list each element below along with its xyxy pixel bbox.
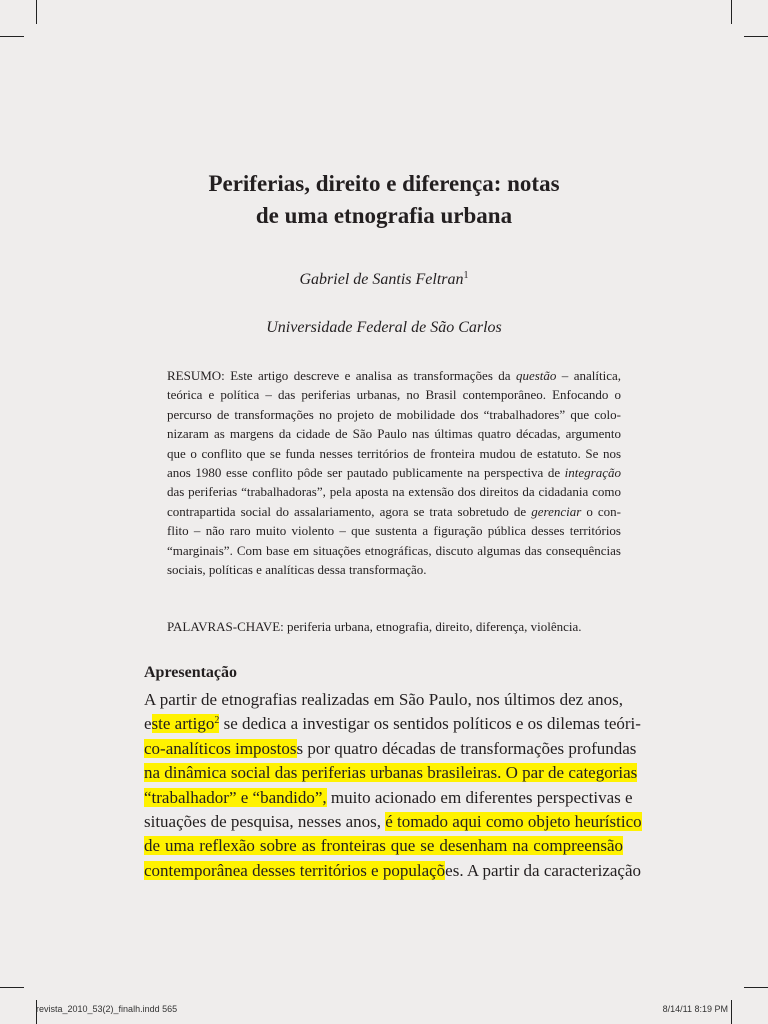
crop-mark: [744, 987, 768, 988]
abstract-text: “marginais”. Com base em situações etnográficas, discuto algumas das consequências: [167, 542, 621, 558]
abstract-italic-term: gerenciar: [531, 503, 582, 519]
abstract-text: percurso de transformações no projeto de mobilidade dos “trabalhadores” que colo-: [167, 406, 621, 422]
crop-mark: [744, 36, 768, 37]
article-title: [0, 168, 768, 232]
abstract-text: RESUMO: Este artigo descreve e analisa as transformações da: [167, 368, 516, 383]
crop-mark: [731, 1000, 732, 1024]
highlighted-text: co-analíticos impostos: [144, 738, 297, 758]
keywords: PALAVRAS-CHAVE: periferia urbana, etnografia, direito, diferença, violência.: [167, 619, 582, 634]
body-text: es. A partir da caracterização: [445, 860, 642, 880]
body-line: [144, 761, 638, 785]
abstract-line: [167, 444, 621, 463]
body-line: [144, 688, 623, 712]
abstract-line: [167, 385, 621, 404]
abstract-text: o con-: [581, 503, 621, 519]
abstract-line: [167, 541, 621, 560]
affiliation: Universidade Federal de São Carlos: [266, 319, 502, 336]
body-text: muito acionado em diferentes perspectivas e: [326, 787, 633, 807]
abstract-text: das periferias “trabalhadoras”, pela aposta na extensão dos direitos da cidadania como: [167, 484, 621, 500]
body-line: [144, 737, 637, 761]
abstract-line: [167, 482, 621, 501]
abstract-line: [167, 463, 621, 482]
article-title-line-2: de uma etnografia urbana: [255, 203, 513, 228]
abstract-text: flito – não raro muito violento – que sustenta a figuração pública desses territórios: [167, 523, 621, 539]
abstract-line: [167, 366, 621, 385]
body-line: [144, 810, 642, 834]
body-line: [144, 859, 642, 883]
abstract-text: teórica e política – das periferias urbanas, no Brasil contemporâneo. Enfocando o: [167, 387, 621, 403]
slug-file: revista_2010_53(2)_finalh.indd 565: [36, 1004, 178, 1014]
abstract-line: [167, 405, 621, 424]
slug-date: 8/14/11 8:19 PM: [662, 1004, 728, 1014]
abstract-italic-term: questão: [515, 368, 557, 383]
body-text: A partir de etnografias realizadas em São Paulo, nos últimos dez anos,: [144, 690, 623, 709]
author-name: Gabriel de Santis Feltran: [299, 271, 464, 288]
abstract-text: que o conflito que se funda nesses territórios de fronteira mudou de estatuto. Se nos: [167, 445, 621, 461]
abstract-text: nizaram as margens da cidade de São Paulo nas últimas quatro décadas, argumento: [167, 426, 621, 442]
author-footnote-ref: 1: [463, 270, 469, 281]
highlighted-text: ste artigo$^2$: [151, 714, 220, 734]
crop-mark: [0, 36, 24, 37]
body-line: [144, 786, 633, 810]
abstract: [167, 366, 621, 579]
highlighted-text: é tomado aqui como objeto heurístico: [385, 811, 642, 831]
abstract-line: [167, 521, 621, 540]
abstract-text: sociais, políticas e analíticas dessa transformação.: [167, 562, 427, 578]
crop-mark: [731, 0, 732, 24]
body-text: e: [144, 714, 152, 734]
body-text: s por quatro décadas de transformações profundas: [296, 738, 637, 758]
crop-mark: [0, 987, 24, 988]
abstract-line: [167, 560, 621, 579]
highlighted-text: “trabalhador” e “bandido”,: [144, 787, 327, 807]
footnote-ref: 2: [214, 715, 220, 727]
highlighted-text: de uma reflexão sobre as fronteiras que se desenham na compreensão: [144, 836, 623, 856]
body-text: se dedica a investigar os sentidos políticos e os dilemas teóri-: [219, 714, 641, 734]
abstract-text: anos 1980 esse conflito pôde ser pautado publicamente na perspectiva de: [167, 465, 565, 481]
abstract-line: [167, 424, 621, 443]
body-line: [144, 712, 641, 736]
highlighted-text: na dinâmica social das periferias urbanas brasileiras. O par de categorias: [144, 763, 638, 783]
abstract-line: [167, 502, 621, 521]
abstract-text: contrapartida social do assalariamento, agora se trata sobretudo de: [167, 503, 532, 519]
body-text: [144, 688, 642, 883]
body-text: situações de pesquisa, nesses anos,: [144, 811, 386, 831]
highlighted-text: contemporânea desses territórios e populaçõ: [144, 860, 446, 880]
article-title-line-1: Periferias, direito e diferença: notas: [208, 171, 560, 196]
abstract-text: – analítica,: [556, 368, 621, 383]
body-line: [144, 834, 623, 858]
crop-mark: [36, 0, 37, 24]
section-heading: Apresentação: [144, 664, 238, 681]
abstract-italic-term: integração: [564, 465, 621, 481]
author: [0, 270, 768, 289]
